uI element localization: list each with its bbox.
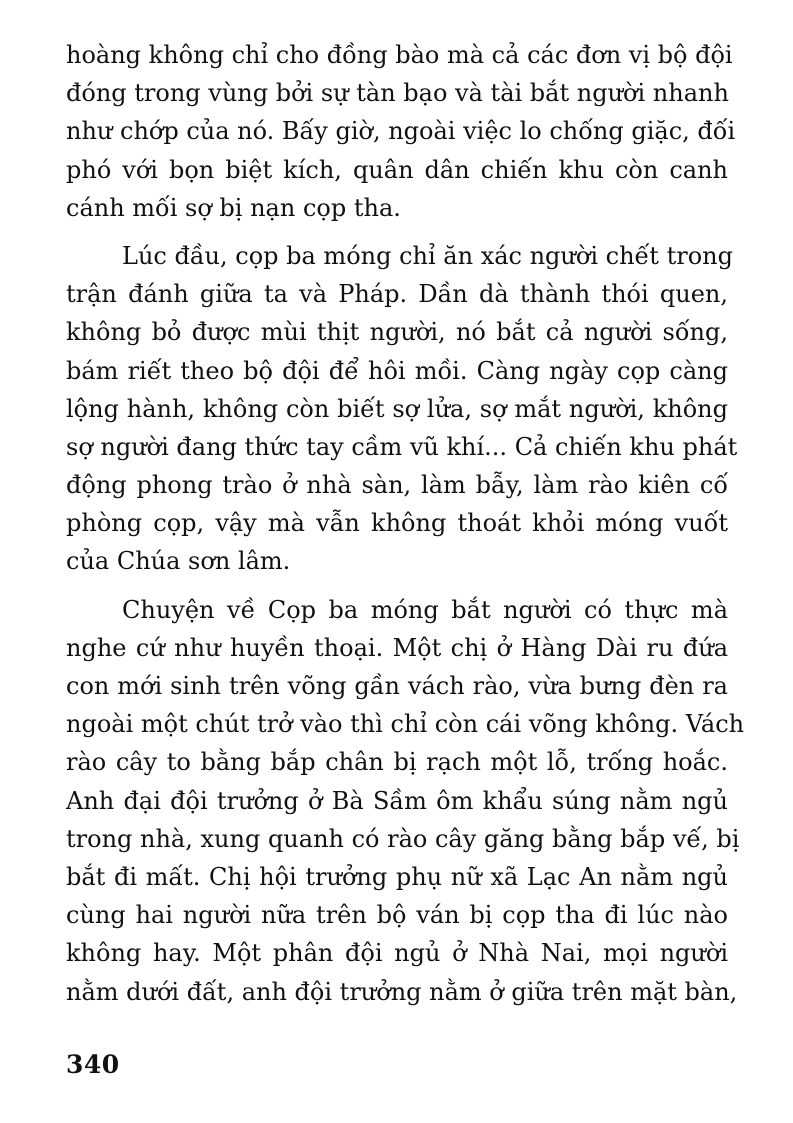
- text-line: như chớp của nó. Bấy giờ, ngoài việc lo chống giặc, đối: [66, 117, 736, 146]
- paragraph-spacer: [66, 227, 728, 237]
- text-line: ngoài một chút trở vào thì chỉ còn cái võng không. Vách: [66, 710, 745, 739]
- text-line: rào cây to bằng bắp chân bị rạch một lỗ, trống hoắc.: [66, 748, 728, 777]
- text-line: trận đánh giữa ta và Pháp. Dần dà thành thói quen,: [66, 280, 728, 309]
- body-text: [66, 36, 745, 1011]
- text-line: bắt đi mất. Chị hội trưởng phụ nữ xã Lạc An nằm ngủ: [66, 862, 728, 891]
- paragraph-2: [66, 237, 738, 581]
- text-line: Anh đại đội trưởng ở Bà Sầm ôm khẩu súng nằm ngủ: [66, 786, 728, 815]
- text-line: hoàng không chỉ cho đồng bào mà cả các đơn vị bộ đội: [66, 41, 733, 69]
- text-line: động phong trào ở nhà sàn, làm bẫy, làm rào kiên cố: [66, 471, 728, 500]
- text-line: bám riết theo bộ đội để hôi mồi. Càng ngày cọp càng: [66, 356, 728, 385]
- text-line: lộng hành, không còn biết sợ lửa, sợ mắt người, không: [66, 394, 728, 423]
- text-line: phó với bọn biệt kích, quân dân chiến khu còn canh: [66, 155, 728, 184]
- text-line: Lúc đầu, cọp ba móng chỉ ăn xác người chết trong: [122, 241, 733, 270]
- paragraph-1: [66, 36, 736, 227]
- text-line: Chuyện về Cọp ba móng bắt người có thực mà: [122, 595, 728, 624]
- text-line: đóng trong vùng bởi sự tàn bạo và tài bắt người nhanh: [66, 79, 729, 108]
- text-line: sợ người đang thức tay cầm vũ khí... Cả chiến khu phát: [66, 432, 738, 461]
- text-line: nằm dưới đất, anh đội trưởng nằm ở giữa trên mặt bàn,: [66, 977, 738, 1006]
- paragraph-3: [66, 591, 745, 1011]
- text-line: nghe cứ như huyền thoại. Một chị ở Hàng Dài ru đứa: [66, 633, 728, 662]
- paragraph-spacer: [66, 581, 728, 591]
- text-line: con mới sinh trên võng gần vách rào, vừa bưng đèn ra: [66, 672, 728, 700]
- text-line: phòng cọp, vậy mà vẫn không thoát khỏi móng vuốt: [66, 509, 728, 538]
- page-number: 340: [66, 1050, 120, 1079]
- text-line: trong nhà, xung quanh có rào cây găng bằng bắp vế, bị: [66, 824, 740, 853]
- text-line: của Chúa sơn lâm.: [66, 547, 291, 576]
- text-line: không bỏ được mùi thịt người, nó bắt cả người sống,: [66, 318, 728, 347]
- text-line: cùng hai người nữa trên bộ ván bị cọp tha đi lúc nào: [66, 901, 728, 930]
- text-line: cánh mối sợ bị nạn cọp tha.: [66, 193, 401, 222]
- text-line: không hay. Một phân đội ngủ ở Nhà Nai, mọi người: [66, 939, 728, 968]
